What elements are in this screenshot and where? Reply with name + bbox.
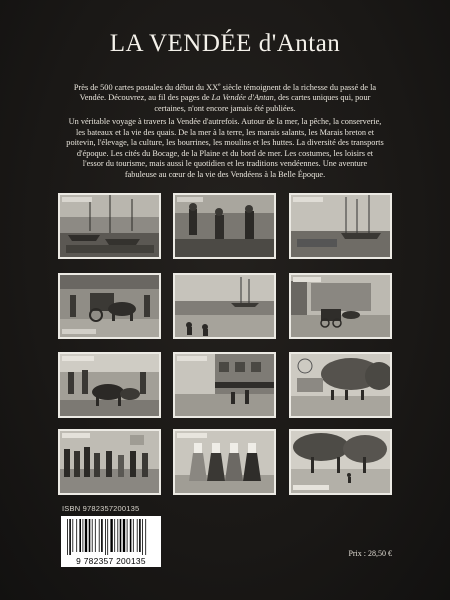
barcode-bar	[76, 519, 77, 552]
century-superscript: e	[218, 82, 221, 88]
intro-paragraph	[66, 80, 384, 115]
barcode-bar	[67, 519, 68, 555]
barcode-bar	[114, 519, 115, 552]
women-traditional-costume-photo	[173, 429, 276, 495]
description-paragraph: Un véritable voyage à travers la Vendée d'autrefois. Autour de la mer, la pêche, la conserverie, les bateaux et la vie des quais. De la mer à la terre, les marais salants, les Marais breton et poitevin, l'élevage, la culture, les bourrines, les moulins et les huttes. La diversité des transports d'époque. Les cités du Bocage, de la Plaine et du bord de mer. Les costumes, les loisirs et l'essor du tourisme, mais aussi le quotidien et les traditions vendéennes. Une aventure fabuleuse au cœur de la vie des Vendéens à la Belle Époque.	[66, 117, 384, 179]
barcode-bar	[89, 519, 91, 552]
barcode-bar	[142, 519, 143, 555]
intro-text-part-3: , des cartes uniques qui, pour certaines, n'ont encore jamais été publiées.	[154, 93, 371, 113]
barcode-bar	[95, 519, 96, 552]
barcode-bar	[99, 519, 100, 552]
barcode-bar	[83, 519, 84, 552]
barcode-digits: 9 782357 200135	[61, 556, 161, 567]
barcode-bar	[79, 519, 81, 552]
barcode-bar	[105, 519, 106, 555]
barcode-bar	[120, 519, 122, 552]
barcode-bar	[137, 519, 138, 552]
isbn-label: ISBN 9782357200135	[62, 504, 140, 513]
fishermen-on-quay-photo	[173, 193, 276, 259]
carriage-street-photo	[289, 273, 392, 339]
barcode-bar	[110, 519, 112, 552]
sailing-ships-harbour-photo	[289, 193, 392, 259]
book-title-main: LA VENDÉE	[109, 30, 252, 57]
town-street-shop-photo	[173, 352, 276, 418]
barcode-bar	[85, 519, 87, 552]
barcode-bar	[123, 519, 125, 552]
book-title-suffix: d'Antan	[258, 30, 341, 57]
barcode-bar	[145, 519, 146, 555]
intro-text-part-1: Près de 500 cartes postales du début du XX	[73, 82, 219, 92]
barcode-bars	[61, 516, 161, 556]
horse-cart-market-photo	[58, 273, 161, 339]
barcode-bar	[72, 519, 73, 552]
tree-lined-square-photo	[289, 429, 392, 495]
harbour-boats-photo	[58, 193, 161, 259]
barcode-bar	[69, 519, 71, 555]
barcode-bar	[92, 519, 93, 552]
crowd-gathering-photo	[58, 429, 161, 495]
harbour-water-photo	[173, 273, 276, 339]
book-title	[0, 30, 450, 58]
postcard-photo-grid	[58, 193, 392, 495]
barcode-bar	[130, 519, 132, 552]
village-square-trees-photo	[289, 352, 392, 418]
barcode-bar	[139, 519, 141, 552]
barcode-bar	[117, 519, 118, 552]
barcode-bar	[101, 519, 103, 552]
price-label: Prix : 28,50 €	[348, 549, 392, 558]
barcode-bar	[107, 519, 108, 555]
barcode-bar	[133, 519, 134, 552]
intro-text-part-2: siècle témoignent de la richesse du passé de la Vendée. Découvrez, au fil des pages de	[79, 82, 377, 103]
donkeys-group-photo	[58, 352, 161, 418]
barcode-bar	[127, 519, 128, 552]
book-title-italic: La Vendée d'Antan	[211, 93, 274, 103]
